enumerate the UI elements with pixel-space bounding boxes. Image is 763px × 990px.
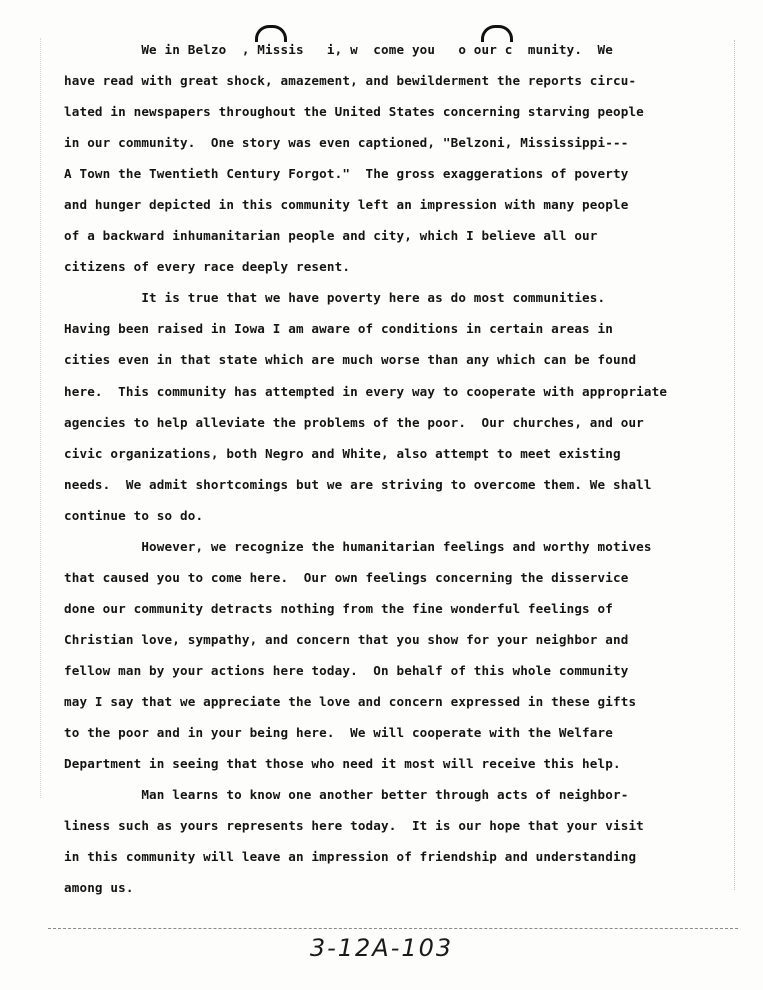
text-line: fellow man by your actions here today. On behalf of this whole community bbox=[64, 662, 629, 678]
text-line: Having been raised in Iowa I am aware of conditions in certain areas in bbox=[64, 321, 613, 337]
handwritten-page-number: 3-12A-103 bbox=[309, 934, 454, 962]
text-line: that caused you to come here. Our own feelings concerning the disservice bbox=[64, 569, 629, 585]
text-line: citizens of every race deeply resent. bbox=[64, 259, 351, 275]
text-line: here. This community has attempted in every way to cooperate with appropriate bbox=[64, 383, 668, 399]
text-line: Man learns to know one another better through acts of neighbor- bbox=[64, 787, 629, 803]
text-line: However, we recognize the humanitarian feelings and worthy motives bbox=[64, 538, 652, 554]
text-line: in this community will leave an impression of friendship and understanding bbox=[64, 849, 637, 865]
text-line: may I say that we appreciate the love and concern expressed in these gifts bbox=[64, 693, 637, 709]
text-line: and hunger depicted in this community left an impression with many people bbox=[64, 197, 629, 213]
text-line: continue to so do. bbox=[64, 507, 204, 523]
text-line: done our community detracts nothing from the fine wonderful feelings of bbox=[64, 600, 613, 616]
text-line: liness such as yours represents here today. It is our hope that your visit bbox=[64, 818, 644, 834]
text-line: in our community. One story was even captioned, "Belzoni, Mississippi--- bbox=[64, 135, 629, 151]
text-line: cities even in that state which are much worse than any which can be found bbox=[64, 352, 637, 368]
text-line: have read with great shock, amazement, and bewilderment the reports circu- bbox=[64, 73, 637, 89]
typed-letter-body bbox=[64, 34, 732, 903]
text-line: It is true that we have poverty here as do most communities. bbox=[64, 290, 606, 306]
left-margin-marks bbox=[40, 38, 51, 798]
bottom-divider bbox=[48, 928, 738, 929]
right-margin-edge bbox=[734, 40, 741, 890]
text-line: A Town the Twentieth Century Forgot." The gross exaggerations of poverty bbox=[64, 166, 629, 182]
text-line: civic organizations, both Negro and White, also attempt to meet existing bbox=[64, 445, 621, 461]
text-line: Department in seeing that those who need it most will receive this help. bbox=[64, 756, 621, 772]
text-line: Christian love, sympathy, and concern that you show for your neighbor and bbox=[64, 631, 629, 647]
text-line: among us. bbox=[64, 880, 134, 896]
text-line: to the poor and in your being here. We will cooperate with the Welfare bbox=[64, 725, 613, 741]
text-line: We in Belzo , Missis i, w come you o our c munity. We bbox=[64, 42, 613, 57]
text-line: of a backward inhumanitarian people and city, which I believe all our bbox=[64, 228, 598, 244]
text-line: lated in newspapers throughout the United States concerning starving people bbox=[64, 104, 644, 120]
text-line: needs. We admit shortcomings but we are striving to overcome them. We shall bbox=[64, 476, 652, 492]
text-line: agencies to help alleviate the problems of the poor. Our churches, and our bbox=[64, 414, 644, 430]
